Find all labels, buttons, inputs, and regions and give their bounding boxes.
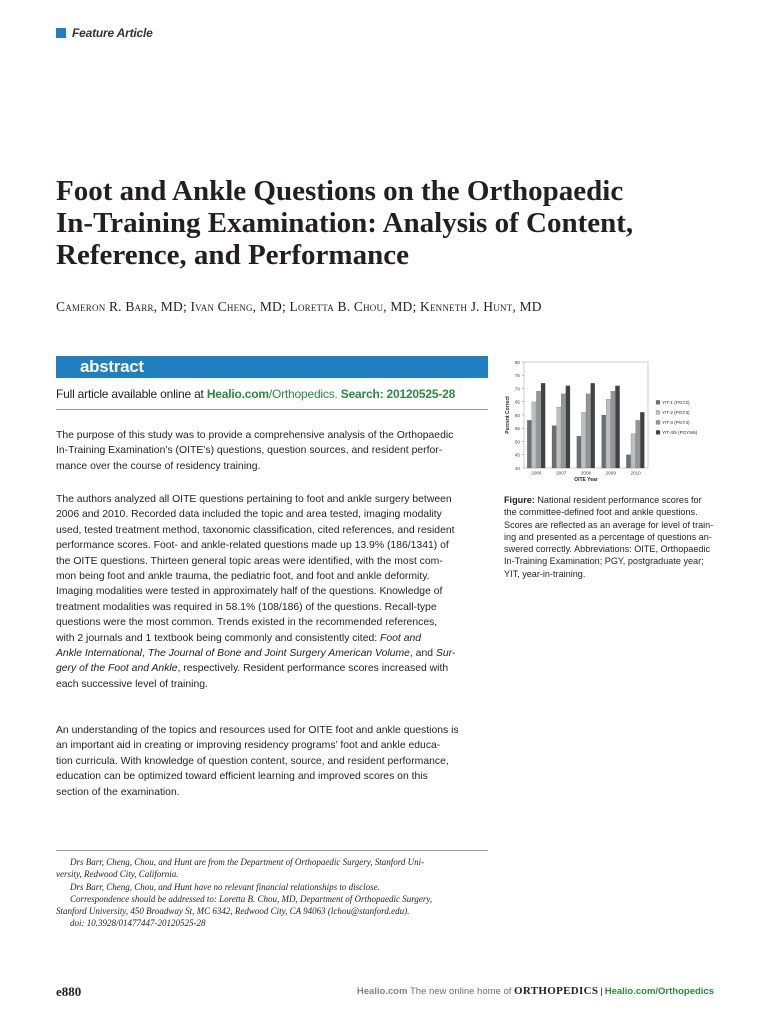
figure-caption xyxy=(504,494,714,580)
text-line: performance scores. Foot- and ankle-related questions made up 13.9% (186/1341) of xyxy=(56,540,449,552)
bar xyxy=(626,455,630,468)
page-number: e880 xyxy=(56,984,82,999)
legend-label: YIT-3 (PGY4) xyxy=(662,420,690,425)
caption-line: ing and presented as a percentage of questions an- xyxy=(504,531,712,542)
bar xyxy=(566,386,570,468)
y-axis-label: Percent Correct xyxy=(505,396,511,434)
footer-separator: | xyxy=(600,986,603,997)
footer-branding xyxy=(357,985,714,997)
y-tick-label: 65 xyxy=(514,399,520,405)
legend-swatch xyxy=(656,400,660,404)
bar xyxy=(581,412,585,468)
bar xyxy=(631,434,635,468)
legend-swatch xyxy=(656,420,660,424)
section-marker-icon xyxy=(56,28,66,38)
bar xyxy=(602,415,606,468)
orthopedics-link[interactable]: /Orthopedics. xyxy=(268,387,338,401)
legend-label: YIT-4/5 (PGY5/6) xyxy=(662,430,698,435)
footer-journal: ORTHOPEDICS xyxy=(514,985,599,997)
bar xyxy=(615,386,619,468)
title-line: Reference, and Performance xyxy=(56,239,409,271)
performance-chart xyxy=(500,354,714,484)
bar xyxy=(611,391,615,468)
x-axis-label: OITE Year xyxy=(574,477,598,483)
abstract-divider xyxy=(56,409,488,410)
text-line: education can be optimized toward efficient learning and improved scores on this xyxy=(56,771,428,783)
bar xyxy=(561,394,565,468)
bar xyxy=(636,420,640,468)
article-title xyxy=(56,175,736,271)
text-line: tion curricula. With knowledge of question content, source, and resident performance, xyxy=(56,755,449,767)
online-availability xyxy=(56,387,496,401)
bar xyxy=(557,407,561,468)
y-tick-label: 40 xyxy=(514,465,520,471)
text-line: An understanding of the topics and resources used for OITE foot and ankle questions is xyxy=(56,725,459,736)
caption-line: the committee-defined foot and ankle questions. xyxy=(504,507,698,518)
text-line: an important aid in creating or improving residency programs’ foot and ankle educa- xyxy=(56,740,441,752)
author-list: Cameron R. Barr, MD; Ivan Cheng, MD; Loretta B. Chou, MD; Kenneth J. Hunt, MD xyxy=(56,299,542,314)
search-code: Search: 20120525-28 xyxy=(337,387,456,401)
bar xyxy=(536,391,540,468)
abstract-paragraph-purpose xyxy=(56,428,488,474)
footnote-line: Correspondence should be addressed to: Loretta B. Chou, MD, Department of Orthopaedic Surgery, xyxy=(70,893,433,904)
abstract-banner-label: abstract xyxy=(80,357,144,376)
bar xyxy=(591,383,595,468)
journal-title: Foot and xyxy=(380,632,422,644)
bar xyxy=(640,412,644,468)
caption-lead: Figure: xyxy=(504,495,535,505)
x-tick-label: 2006 xyxy=(531,470,542,476)
footnote-divider xyxy=(56,850,488,851)
legend-label: YIT-1 (PGY2) xyxy=(662,400,690,405)
bar xyxy=(532,402,536,468)
bar xyxy=(552,426,556,468)
text-line: mance over the course of residency training. xyxy=(56,460,261,472)
legend-swatch xyxy=(656,430,660,434)
footnote-line: Drs Barr, Cheng, Chou, and Hunt have no relevant financial relationships to disclose. xyxy=(70,881,380,892)
abstract-paragraph-conclusion xyxy=(56,723,488,800)
online-prefix: Full article available online at xyxy=(56,387,207,401)
footer-site: Healio.com xyxy=(356,986,408,997)
title-line: In-Training Examination: Analysis of Content, xyxy=(56,207,634,239)
book-title: gery of the Foot and Ankle xyxy=(56,663,178,675)
legend-swatch xyxy=(656,410,660,414)
x-tick-label: 2010 xyxy=(630,470,641,476)
text-line: The purpose of this study was to provide a comprehensive analysis of the Orthopaedic xyxy=(56,430,454,441)
y-tick-label: 45 xyxy=(514,452,520,458)
text-line: Imaging modalities were tested in approximately half of the questions. Knowledge of xyxy=(56,586,443,598)
caption-run: National resident performance scores for xyxy=(534,495,702,505)
y-tick-label: 50 xyxy=(514,439,520,445)
footer-link-healio[interactable]: Healio.com xyxy=(604,986,656,997)
title-line: Foot and Ankle Questions on the Orthopaedic xyxy=(56,175,624,207)
text-line: questions were the most common. Trends existed in the recommended references, xyxy=(56,617,438,629)
y-tick-label: 60 xyxy=(514,412,520,418)
bar xyxy=(606,399,610,468)
y-tick-label: 70 xyxy=(514,386,520,392)
legend-label: YIT-2 (PGY3) xyxy=(662,410,690,415)
footer-tagline: The new online home of xyxy=(407,986,515,997)
footnote-line: Stanford University, 450 Broadway St, MC 6342, Redwood City, CA 94063 (lchou@stanford.edu). xyxy=(56,906,410,917)
caption-line xyxy=(504,494,714,506)
text-line: mon being foot and ankle trauma, the pediatric foot, and foot and ankle deformity. xyxy=(56,571,430,583)
footnote-line: Drs Barr, Cheng, Chou, and Hunt are from the Department of Orthopaedic Surgery, Stanford Uni- xyxy=(70,857,425,867)
text-run: , respectively. Resident performance scores increased with xyxy=(177,663,449,675)
caption-line: YIT, year-in-training. xyxy=(504,568,586,579)
section-header xyxy=(56,26,153,40)
text-line xyxy=(56,646,488,661)
book-title: Sur- xyxy=(435,648,456,660)
section-label: Feature Article xyxy=(72,26,153,40)
bar xyxy=(577,436,581,468)
x-tick-label: 2008 xyxy=(580,470,592,476)
x-tick-label: 2007 xyxy=(556,470,567,476)
text-line: 2006 and 2010. Recorded data included the topic and area tested, imaging modality xyxy=(56,509,442,521)
abstract-paragraph-methods xyxy=(56,492,488,692)
text-run: with 2 journals and 1 textbook being commonly and consistently cited: xyxy=(56,632,381,644)
text-line: The authors analyzed all OITE questions pertaining to foot and ankle surgery between xyxy=(56,494,452,505)
footnote-line: doi: 10.3928/01477447-20120525-28 xyxy=(70,918,206,929)
text-run: , xyxy=(142,648,148,660)
text-line: the OITE questions. Thirteen general topic areas were identified, with the most com- xyxy=(56,555,443,567)
y-tick-label: 80 xyxy=(514,359,520,365)
abstract-banner xyxy=(56,356,488,378)
x-tick-label: 2009 xyxy=(605,470,616,476)
text-run: , and xyxy=(409,648,436,660)
text-line xyxy=(56,661,488,676)
text-line: each successive level of training. xyxy=(56,678,208,690)
bar xyxy=(527,420,531,468)
bar-chart-svg xyxy=(500,354,714,484)
text-line: In-Training Examination’s (OITE’s) questions, question sources, and resident perfor- xyxy=(56,445,443,457)
y-tick-label: 55 xyxy=(514,426,520,432)
footnotes xyxy=(56,856,496,930)
caption-line: In-Training Examination; PGY, postgraduate year; xyxy=(504,556,704,567)
healio-link[interactable]: Healio.com xyxy=(206,387,269,401)
text-line: used, tested treatment method, taxonomic classification, cited references, and resident xyxy=(56,524,455,536)
y-tick-label: 75 xyxy=(514,373,520,379)
footnote-line: versity, Redwood City, California. xyxy=(56,869,179,880)
text-line: section of the examination. xyxy=(56,786,180,798)
caption-line: Scores are reflected as an average for level of train- xyxy=(504,519,714,530)
journal-title: Ankle International xyxy=(56,648,143,660)
bar xyxy=(586,394,590,468)
journal-title: The Journal of Bone and Joint Surgery American Volume xyxy=(147,648,410,660)
bar xyxy=(541,383,545,468)
text-line: treatment modalities was required in 58.1% (108/186) of the questions. Recall-type xyxy=(56,601,437,613)
footer-link-orthopedics[interactable]: /Orthopedics xyxy=(655,986,714,997)
text-line xyxy=(56,631,488,646)
caption-line: swered correctly. Abbreviations: OITE, Orthopaedic xyxy=(504,544,711,555)
